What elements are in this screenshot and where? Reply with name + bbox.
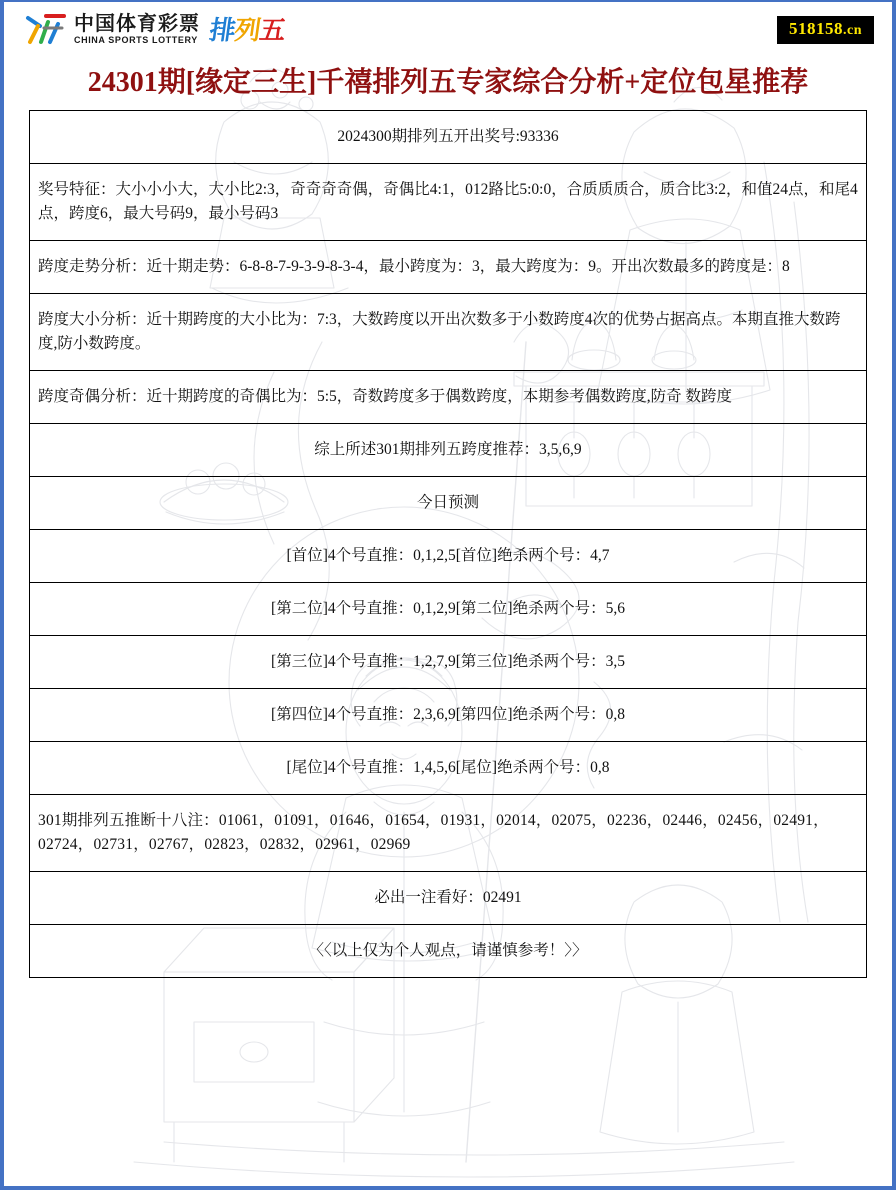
table-row: [30, 424, 867, 477]
table-row: [30, 241, 867, 294]
table-row: [30, 294, 867, 371]
position-2-forecast: [第二位]4个号直推：0,1,2,9[第二位]绝杀两个号：5,6: [30, 583, 867, 636]
table-row: [30, 872, 867, 925]
number-features: 奖号特征：大小小小大，大小比2:3，奇奇奇奇偶，奇偶比4:1，012路比5:0:0，合质质质合，质合比3:2，和值24点，和尾4点，跨度6，最大号码9，最小号码3: [30, 164, 867, 241]
analysis-table-body: [30, 111, 867, 978]
position-1-forecast: [首位]4个号直推：0,1,2,5[首位]绝杀两个号：4,7: [30, 530, 867, 583]
brand-name-en: CHINA SPORTS LOTTERY: [74, 34, 198, 45]
table-row: [30, 925, 867, 978]
game-name-pailiewu: 排列五: [207, 16, 287, 46]
span-recommendation: 综上所述301期排列五跨度推荐：3,5,6,9: [30, 424, 867, 477]
table-row: [30, 636, 867, 689]
table-row: [30, 795, 867, 872]
table-row: [30, 583, 867, 636]
table-row: [30, 530, 867, 583]
table-row: [30, 111, 867, 164]
table-row: [30, 742, 867, 795]
position-4-forecast: [第四位]4个号直推：2,3,6,9[第四位]绝杀两个号：0,8: [30, 689, 867, 742]
draw-result: 2024300期排列五开出奖号:93336: [30, 111, 867, 164]
span-trend-analysis: 跨度走势分析：近十期走势：6-8-8-7-9-3-9-8-3-4，最小跨度为：3，最大跨度为：9。开出次数最多的跨度是：8: [30, 241, 867, 294]
position-5-forecast: [尾位]4个号直推：1,4,5,6[尾位]绝杀两个号：0,8: [30, 742, 867, 795]
table-row: [30, 164, 867, 241]
span-parity-analysis: 跨度奇偶分析：近十期跨度的奇偶比为：5:5，奇数跨度多于偶数跨度，本期参考偶数跨度,防奇 数跨度: [30, 371, 867, 424]
brand-name-cn: 中国体育彩票: [74, 10, 200, 35]
site-url-tld: .cn: [843, 23, 862, 38]
brand-logo[interactable]: [24, 10, 880, 47]
single-bet-pick: 必出一注看好：02491: [30, 872, 867, 925]
page-title: 24301期[缘定三生]千禧排列五专家综合分析+定位包星推荐: [87, 67, 809, 98]
site-header: [4, 2, 892, 58]
site-url-badge[interactable]: [777, 16, 874, 44]
disclaimer: 〈〈以上仅为个人观点，请谨慎参考！〉〉: [30, 925, 867, 978]
span-size-analysis: 跨度大小分析：近十期跨度的大小比为：7:3，大数跨度以开出次数多于小数跨度4次的优势占据高点。本期直推大数跨度,防小数跨度。: [30, 294, 867, 371]
today-forecast-heading: 今日预测: [30, 477, 867, 530]
table-row: [30, 477, 867, 530]
china-sports-lottery-logo-icon: [24, 12, 68, 46]
table-row: [30, 689, 867, 742]
position-3-forecast: [第三位]4个号直推：1,2,7,9[第三位]绝杀两个号：3,5: [30, 636, 867, 689]
eighteen-bets: 301期排列五推断十八注：01061，01091，01646，01654，01931，02014，02075，02236，02446，02456，02491，02724，02731，02767，02823，02832，02961，02969: [30, 795, 867, 872]
analysis-table: [29, 110, 867, 978]
site-url-name: 518158: [789, 19, 843, 38]
table-row: [30, 371, 867, 424]
